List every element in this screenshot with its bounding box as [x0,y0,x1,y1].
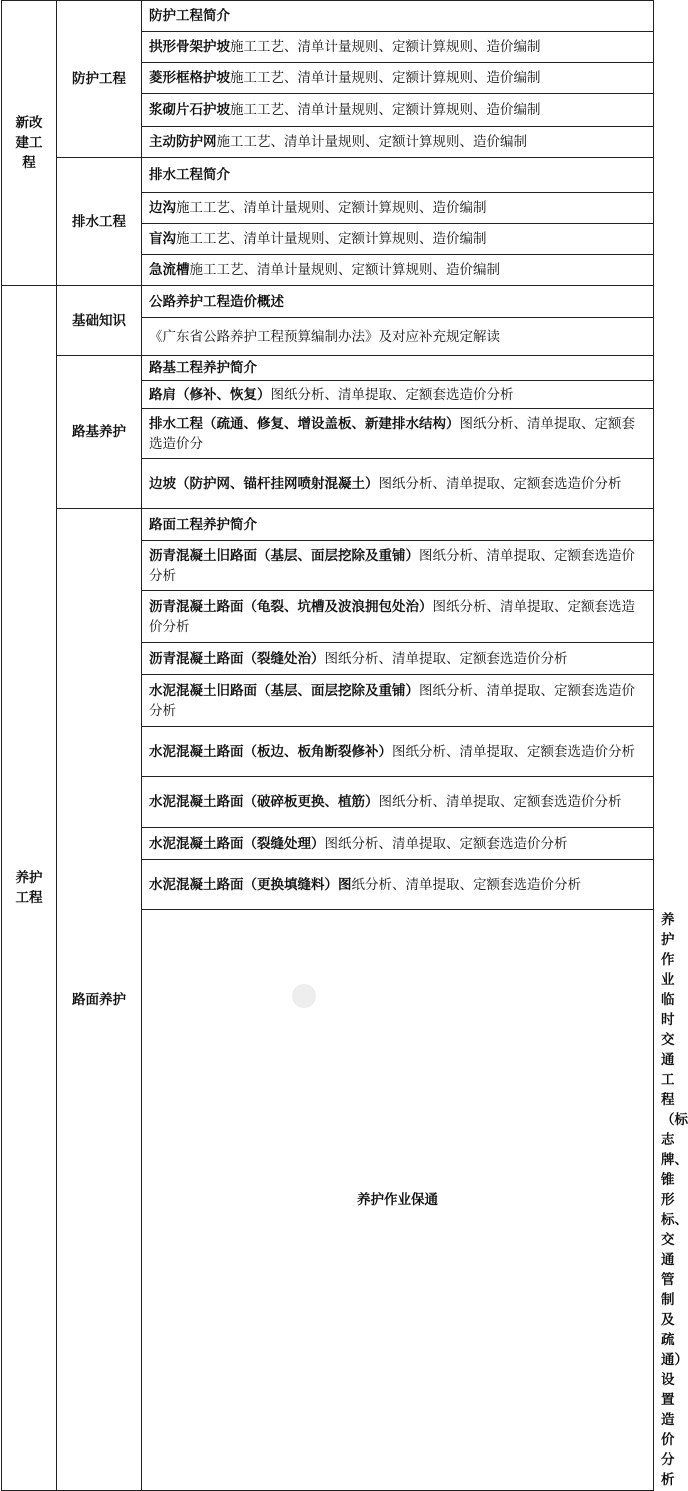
item-cell [142,158,654,193]
item-title: 沥青混凝土路面（龟裂、坑槽及波浪拥包处治） [149,598,433,615]
item-desc: 《广东省公路养护工程预算编制办法》及对应补充规定解读 [149,328,500,345]
item-title: 边沟 [149,200,176,216]
item-desc: 图纸分析、清单提取、定额套选造价分析 [270,386,514,403]
group-label: 养护作业保通 [142,910,654,1491]
item-cell [142,286,654,318]
group-label: 排水工程 [57,158,142,286]
item-cell [142,193,654,224]
item-cell [142,777,654,828]
item-title: 防护工程简介 [149,8,230,24]
item-desc: 施工工艺、清单计量规则、定额计算规则、造价编制 [230,39,541,55]
item-cell [142,860,654,910]
item-cell [142,63,654,94]
item-cell [142,591,654,643]
item-cell [142,828,654,860]
item-title: 排水工程（疏通、修复、增设盖板、新建排水结构） [149,415,460,432]
item-cell [142,94,654,127]
item-title: 路面工程养护简介 [149,516,257,533]
item-title: 水泥混凝土旧路面（基层、面层挖除及重铺） [149,682,419,699]
item-cell [142,1,654,32]
item-title: 盲沟 [149,231,176,247]
item-desc: 施工工艺、清单计量规则、定额计算规则、造价编制 [230,70,541,86]
item-desc: 图纸分析、清单提取、定额套选造价分析 [324,835,568,852]
item-cell [142,32,654,63]
category-cell: 新改建工程 [2,1,57,286]
group-label: 路基养护 [57,356,142,509]
item-desc: 施工工艺、清单计量规则、定额计算规则、造价编制 [176,231,487,247]
item-cell [142,727,654,777]
item-cell [142,127,654,158]
item-title: 路基工程养护简介 [149,360,257,376]
item-title: 路肩（修补、恢复） [149,386,271,403]
item-desc: 图纸分析、清单提取、定额套选造价分析 [149,682,635,719]
item-desc: 施工工艺、清单计量规则、定额计算规则、造价编制 [176,200,487,216]
item-title: 沥青混凝土旧路面（基层、面层挖除及重铺） [149,547,419,564]
item-cell [142,643,654,675]
item-cell [142,675,654,727]
item-title: 水泥混凝土路面（裂缝处理） [149,835,325,852]
item-title: 菱形框格护坡 [149,70,230,86]
item-cell [142,509,654,541]
group-label: 基础知识 [57,286,142,356]
item-cell [142,356,654,381]
group-label: 防护工程 [57,1,142,158]
item-cell [142,459,654,509]
item-title: 排水工程简介 [149,167,230,183]
item-cell [142,255,654,286]
item-title: 养护作业临时交通工程（标志牌、锥形标、交通管制及疏通）设置造价分析 [661,912,688,1488]
item-cell [142,224,654,255]
item-desc: 施工工艺、清单计量规则、定额计算规则、造价编制 [216,134,527,150]
item-desc: 图纸分析、清单提取、定额套选造价分析 [149,598,635,635]
item-title: 浆砌片石护坡 [149,102,230,118]
item-title: 水泥混凝土路面（更换填缝料）图 [149,876,352,893]
item-desc: 施工工艺、清单计量规则、定额计算规则、造价编制 [230,102,541,118]
item-desc: 施工工艺、清单计量规则、定额计算规则、造价编制 [189,262,500,278]
item-cell [142,381,654,409]
item-title: 边坡（防护网、锚杆挂网喷射混凝土） [149,475,379,492]
item-desc: 图纸分析、清单提取、定额套选造价分析 [392,743,635,760]
curriculum-table [1,0,688,1491]
category-cell: 养护工程 [2,286,57,1491]
item-desc: 图纸分析、清单提取、定额套选造价分析 [378,794,622,810]
watermark-shape [292,984,316,1008]
item-title: 公路养护工程造价概述 [149,293,284,310]
item-desc: 图纸分析、清单提取、定额套选造价分析 [324,650,568,667]
item-desc: 图纸分析、清单提取、定额套选造价分 [149,415,635,452]
item-title: 急流槽 [149,262,190,278]
item-title: 主动防护网 [149,134,217,150]
item-title: 拱形骨架护坡 [149,39,230,55]
item-desc: 图纸分析、清单提取、定额套选造价分析 [149,547,635,584]
item-desc: 图纸分析、清单提取、定额套选造价分析 [378,475,622,492]
item-title: 水泥混凝土路面（板边、板角断裂修补） [149,743,392,760]
group-label: 路面养护 [57,509,142,1491]
item-title: 水泥混凝土路面（破碎板更换、植筋） [149,794,379,810]
item-desc: 纸分析、清单提取、定额套选造价分析 [351,876,581,893]
item-cell [142,318,654,356]
item-cell [142,541,654,591]
item-cell [142,409,654,459]
item-title: 沥青混凝土路面（裂缝处治） [149,650,325,667]
